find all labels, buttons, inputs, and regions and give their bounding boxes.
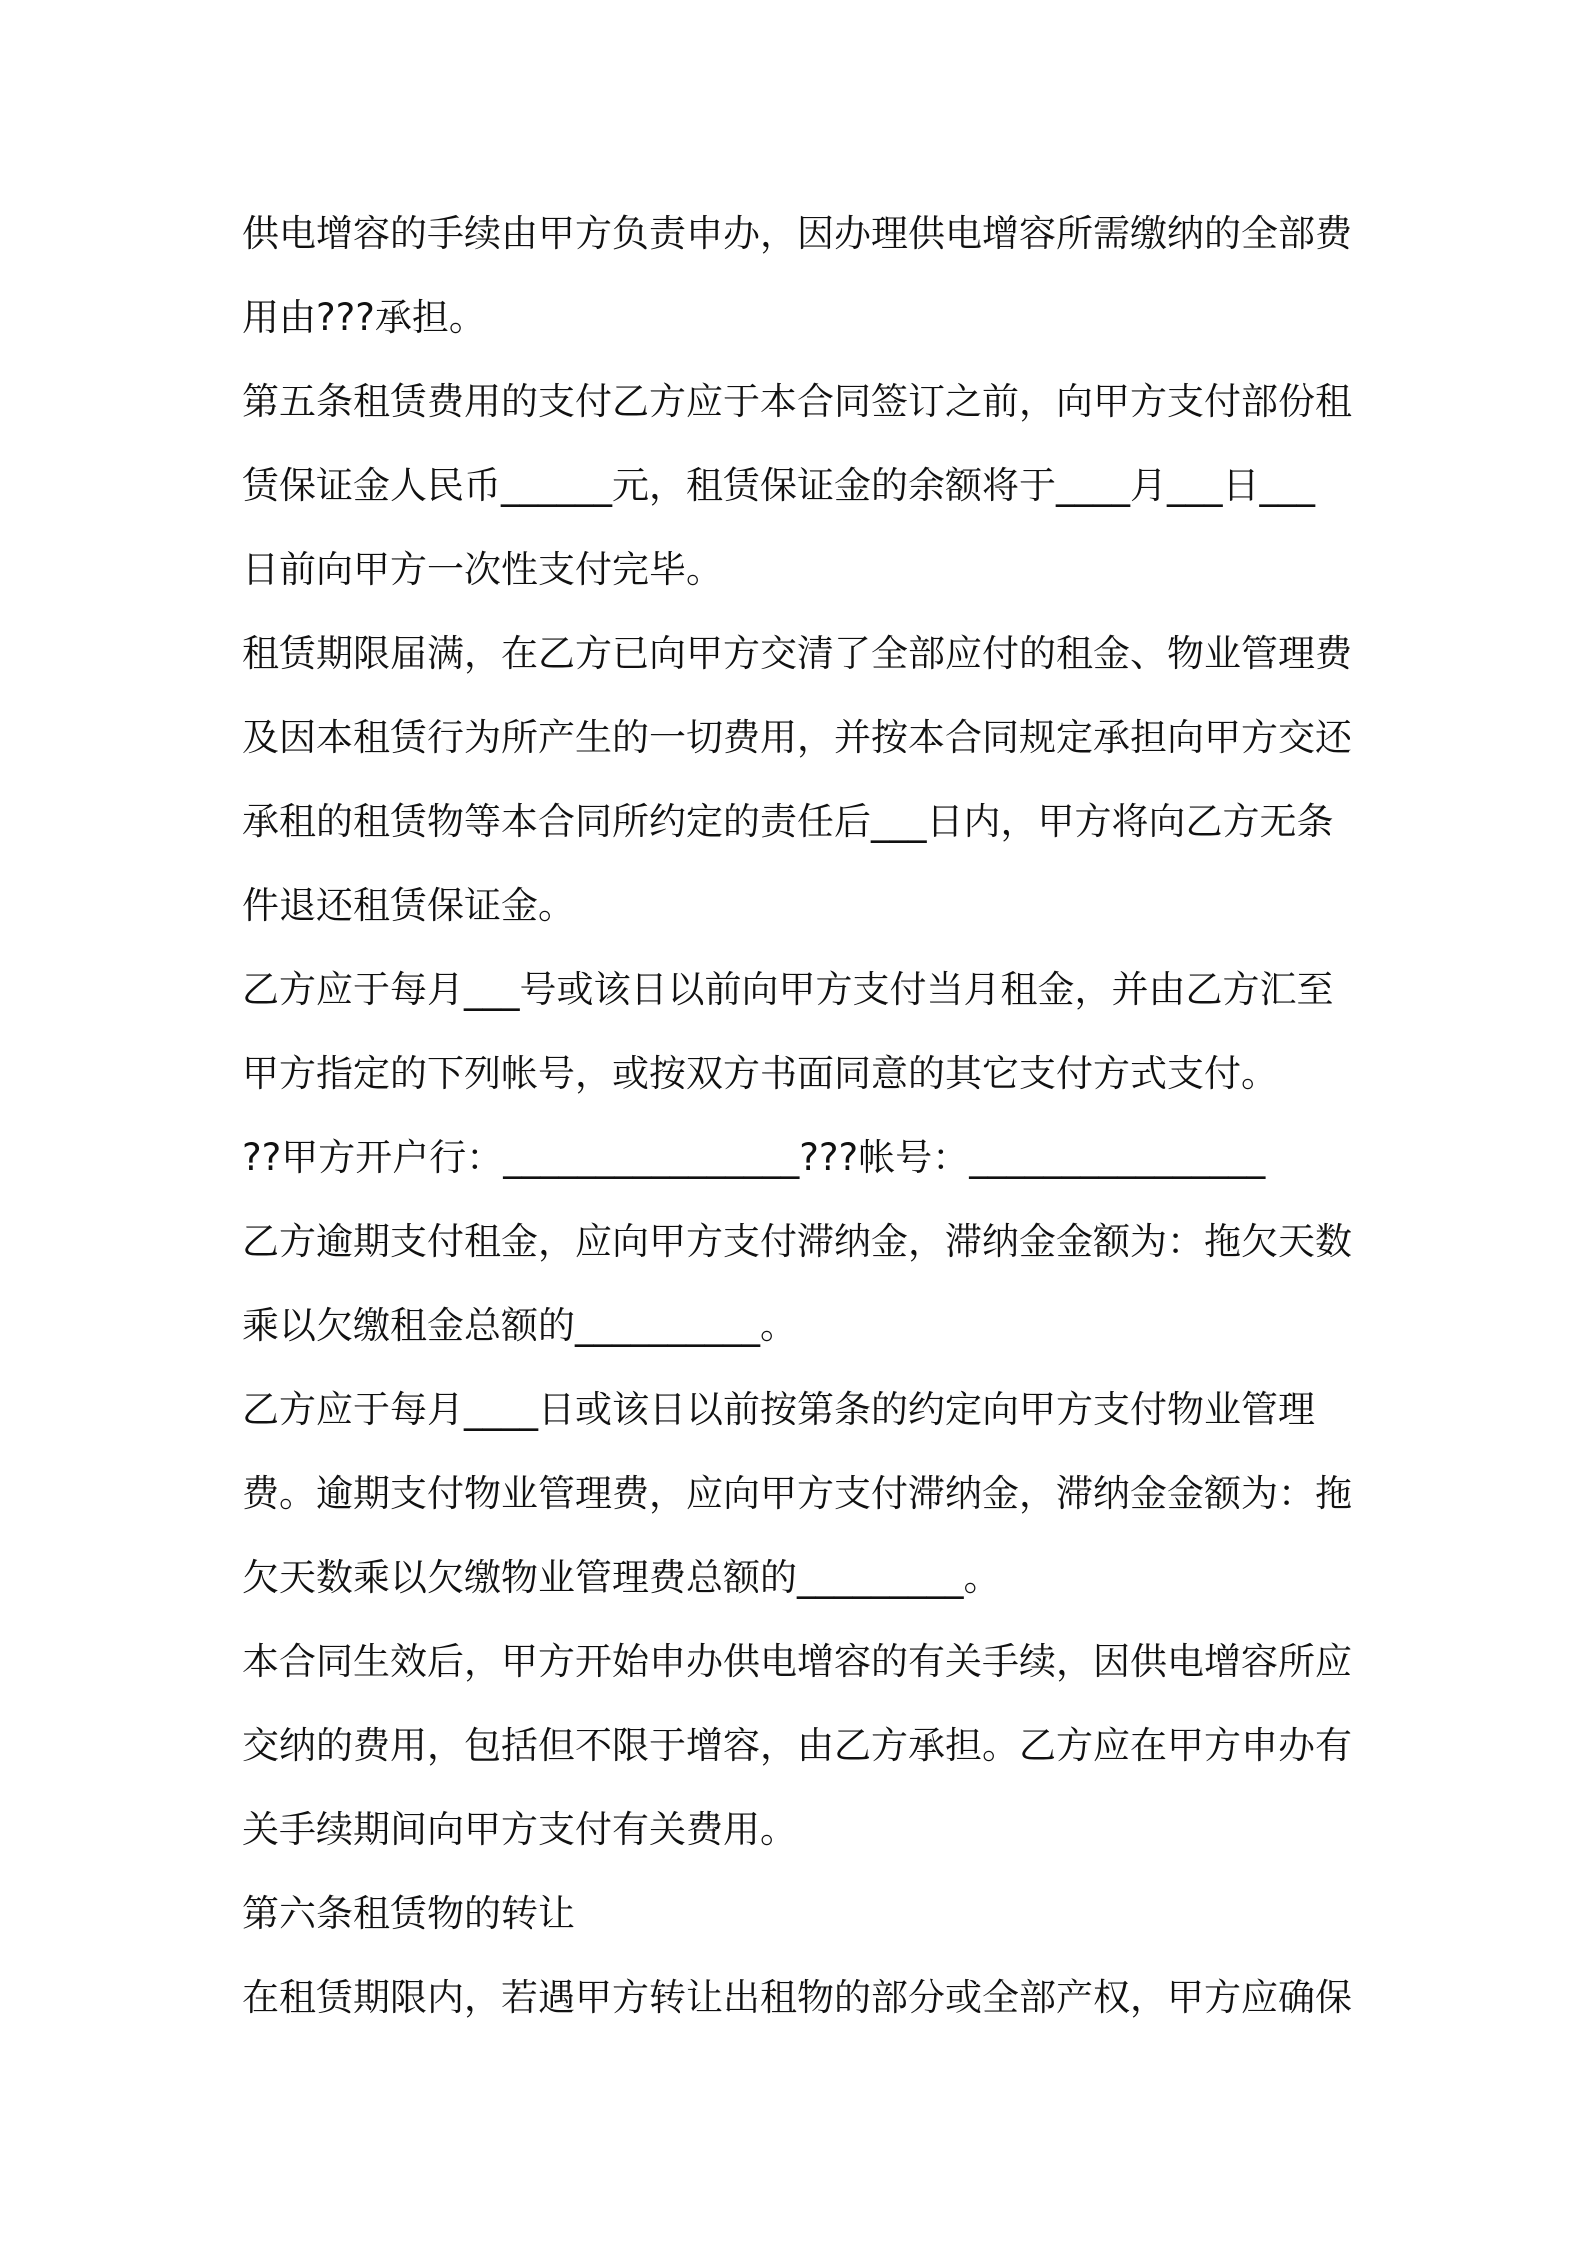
text-line: 关手续期间向甲方支付有关费用。: [242, 1808, 797, 1851]
text-line: 用由???承担。: [242, 296, 486, 339]
text-line: 乙方应于每月___号或该日以前向甲方支付当月租金，并由乙方汇至: [242, 968, 1334, 1011]
text-line: 乙方逾期支付租金，应向甲方支付滞纳金，滞纳金金额为：拖欠天数: [242, 1220, 1352, 1263]
text-line: 乘以欠缴租金总额的__________。: [242, 1304, 797, 1347]
text-line: 交纳的费用，包括但不限于增容，由乙方承担。乙方应在甲方申办有: [242, 1724, 1352, 1767]
text-line: 第六条租赁物的转让: [242, 1892, 575, 1935]
text-line: 及因本租赁行为所产生的一切费用，并按本合同规定承担向甲方交还: [242, 716, 1352, 759]
text-line: 日前向甲方一次性支付完毕。: [242, 548, 723, 591]
text-line: 在租赁期限内，若遇甲方转让出租物的部分或全部产权，甲方应确保: [242, 1976, 1352, 2019]
text-line: ??甲方开户行：________________???帐号：________________: [242, 1136, 1266, 1179]
document-body: [242, 204, 1357, 2052]
text-line: 本合同生效后，甲方开始申办供电增容的有关手续，因供电增容所应: [242, 1640, 1352, 1683]
text-line: 欠天数乘以欠缴物业管理费总额的_________。: [242, 1556, 1001, 1599]
text-line: 租赁期限届满，在乙方已向甲方交清了全部应付的租金、物业管理费: [242, 632, 1352, 675]
text-line: 供电增容的手续由甲方负责申办，因办理供电增容所需缴纳的全部费: [242, 212, 1352, 255]
text-line: 承租的租赁物等本合同所约定的责任后___日内，甲方将向乙方无条: [242, 800, 1334, 843]
text-line: 费。逾期支付物业管理费，应向甲方支付滞纳金，滞纳金金额为：拖: [242, 1472, 1352, 1515]
text-line: 件退还租赁保证金。: [242, 884, 575, 927]
text-line: 甲方指定的下列帐号，或按双方书面同意的其它支付方式支付。: [242, 1052, 1278, 1095]
text-line: 第五条租赁费用的支付乙方应于本合同签订之前，向甲方支付部份租: [242, 380, 1352, 423]
text-line: 乙方应于每月____日或该日以前按第条的约定向甲方支付物业管理: [242, 1388, 1315, 1431]
text-line: 赁保证金人民币______元，租赁保证金的余额将于____月___日___: [242, 464, 1315, 507]
